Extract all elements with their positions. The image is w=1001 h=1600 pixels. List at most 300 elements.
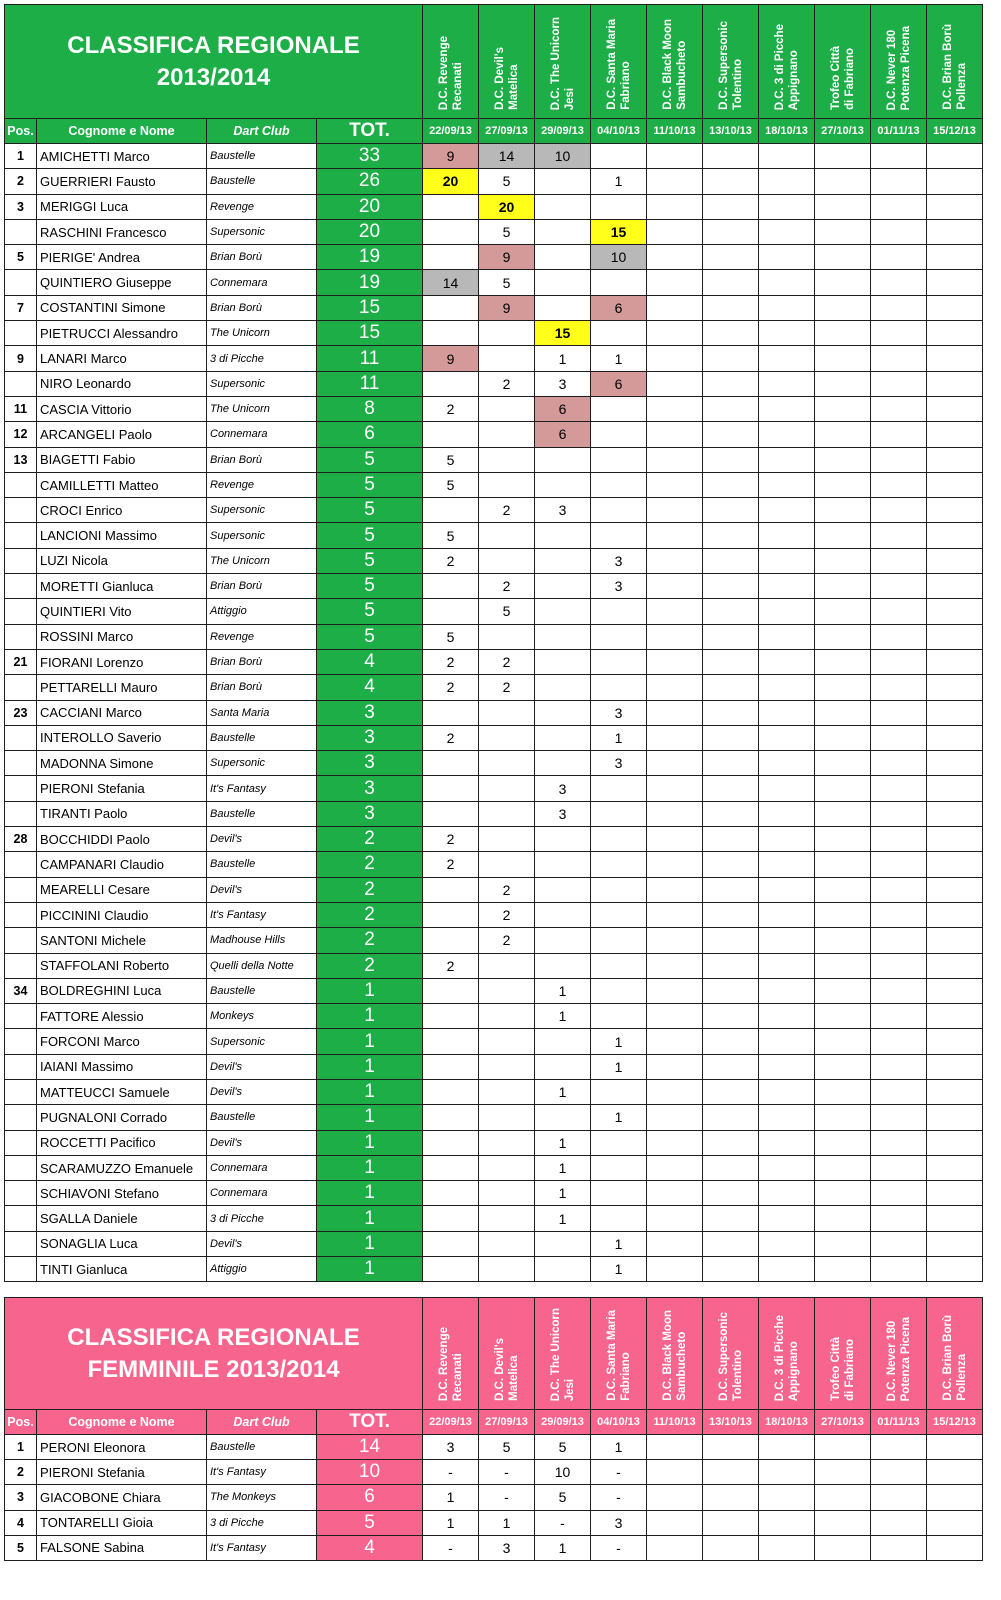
total-points: 1 — [317, 1257, 423, 1282]
date-header: 11/10/13 — [647, 119, 703, 144]
score-cell: - — [591, 1485, 647, 1510]
score-cell — [871, 295, 927, 320]
score-cell — [647, 953, 703, 978]
table-row — [5, 270, 983, 295]
score-cell: 2 — [479, 675, 535, 700]
score-cell — [591, 649, 647, 674]
score-cell — [815, 928, 871, 953]
position-cell — [5, 751, 37, 776]
total-points: 1 — [317, 1155, 423, 1180]
score-cell — [647, 827, 703, 852]
player-name: PETTARELLI Mauro — [37, 675, 207, 700]
score-cell — [815, 675, 871, 700]
score-cell: - — [479, 1485, 535, 1510]
score-cell — [815, 447, 871, 472]
player-name: SANTONI Michele — [37, 928, 207, 953]
position-cell: 9 — [5, 346, 37, 371]
score-cell — [647, 548, 703, 573]
score-cell — [479, 422, 535, 447]
score-cell — [591, 776, 647, 801]
player-name: IAIANI Massimo — [37, 1054, 207, 1079]
score-cell — [927, 1054, 983, 1079]
score-cell — [535, 1029, 591, 1054]
score-cell — [647, 624, 703, 649]
position-cell — [5, 1054, 37, 1079]
score-cell — [647, 472, 703, 497]
score-cell — [479, 321, 535, 346]
score-cell — [591, 624, 647, 649]
venue-header — [703, 1298, 759, 1410]
score-cell — [759, 245, 815, 270]
score-cell: 3 — [591, 700, 647, 725]
score-cell — [759, 270, 815, 295]
score-cell — [759, 295, 815, 320]
score-cell — [647, 649, 703, 674]
table-row — [5, 194, 983, 219]
score-cell: 1 — [535, 1079, 591, 1104]
venue-header — [479, 1298, 535, 1410]
score-cell — [479, 472, 535, 497]
position-cell: 7 — [5, 295, 37, 320]
score-cell: 3 — [591, 574, 647, 599]
score-cell — [871, 649, 927, 674]
score-cell: 5 — [423, 447, 479, 472]
dart-club: Supersonic — [207, 219, 317, 244]
score-cell: 1 — [423, 1510, 479, 1535]
date-header: 29/09/13 — [535, 1410, 591, 1435]
dart-club: Devil's — [207, 1079, 317, 1104]
score-cell — [423, 751, 479, 776]
player-name: MATTEUCCI Samuele — [37, 1079, 207, 1104]
score-cell — [479, 1257, 535, 1282]
score-cell — [815, 902, 871, 927]
score-cell — [423, 700, 479, 725]
score-cell — [871, 1054, 927, 1079]
table-row — [5, 1257, 983, 1282]
score-cell: - — [479, 1460, 535, 1485]
table-row — [5, 827, 983, 852]
date-header: 15/12/13 — [927, 119, 983, 144]
score-cell — [479, 801, 535, 826]
score-cell — [647, 396, 703, 421]
score-cell — [815, 1206, 871, 1231]
score-cell — [759, 624, 815, 649]
score-cell — [535, 472, 591, 497]
position-cell: 2 — [5, 1460, 37, 1485]
score-cell — [815, 624, 871, 649]
venue-label: D.C. Supersonic Tolentino — [717, 21, 744, 110]
dart-club: Quelli della Notte — [207, 953, 317, 978]
position-cell: 13 — [5, 447, 37, 472]
player-name: QUINTIERI Vito — [37, 599, 207, 624]
score-cell — [647, 219, 703, 244]
score-cell: 1 — [591, 169, 647, 194]
score-cell — [759, 649, 815, 674]
date-header: 27/09/13 — [479, 1410, 535, 1435]
total-points: 5 — [317, 472, 423, 497]
dart-club: 3 di Picche — [207, 1206, 317, 1231]
score-cell — [927, 1485, 983, 1510]
score-cell — [871, 928, 927, 953]
tot-header: TOT. — [317, 1410, 423, 1435]
score-cell — [815, 548, 871, 573]
score-cell — [535, 700, 591, 725]
total-points: 3 — [317, 751, 423, 776]
score-cell — [423, 295, 479, 320]
date-header: 04/10/13 — [591, 1410, 647, 1435]
score-cell — [815, 219, 871, 244]
score-cell — [423, 219, 479, 244]
score-cell — [591, 599, 647, 624]
dart-club: Supersonic — [207, 751, 317, 776]
score-cell — [703, 498, 759, 523]
score-cell — [423, 1155, 479, 1180]
score-cell — [647, 1079, 703, 1104]
score-cell — [759, 599, 815, 624]
score-cell: 5 — [423, 624, 479, 649]
position-cell — [5, 599, 37, 624]
score-cell — [759, 371, 815, 396]
player-name: PUGNALONI Corrado — [37, 1105, 207, 1130]
table-row — [5, 1155, 983, 1180]
score-cell: 2 — [423, 649, 479, 674]
player-name: CAMPANARI Claudio — [37, 852, 207, 877]
score-cell — [927, 270, 983, 295]
score-cell — [703, 700, 759, 725]
score-cell — [647, 1435, 703, 1460]
total-points: 1 — [317, 1105, 423, 1130]
score-cell — [927, 371, 983, 396]
table-row — [5, 1535, 983, 1560]
position-cell — [5, 574, 37, 599]
player-name: PICCININI Claudio — [37, 902, 207, 927]
score-cell — [703, 523, 759, 548]
score-cell — [423, 1079, 479, 1104]
score-cell — [647, 194, 703, 219]
score-cell — [591, 902, 647, 927]
score-cell: 5 — [479, 219, 535, 244]
score-cell — [927, 675, 983, 700]
score-cell — [815, 194, 871, 219]
score-cell — [535, 270, 591, 295]
date-header: 22/09/13 — [423, 119, 479, 144]
score-cell — [703, 447, 759, 472]
score-cell — [423, 371, 479, 396]
score-cell — [703, 1510, 759, 1535]
score-cell — [591, 1206, 647, 1231]
score-cell: 1 — [535, 978, 591, 1003]
score-cell — [871, 827, 927, 852]
score-cell: 5 — [423, 523, 479, 548]
dart-club: Supersonic — [207, 498, 317, 523]
score-cell — [591, 321, 647, 346]
score-cell — [423, 1231, 479, 1256]
venue-header — [759, 1298, 815, 1410]
total-points: 3 — [317, 801, 423, 826]
score-cell — [423, 1054, 479, 1079]
score-cell — [759, 852, 815, 877]
dart-club: Baustelle — [207, 725, 317, 750]
score-cell — [815, 472, 871, 497]
score-cell — [927, 498, 983, 523]
score-cell — [703, 321, 759, 346]
score-cell — [647, 725, 703, 750]
score-cell — [927, 422, 983, 447]
score-cell — [647, 978, 703, 1003]
venue-header — [927, 1298, 983, 1410]
score-cell — [647, 1485, 703, 1510]
score-cell — [535, 523, 591, 548]
score-cell — [647, 599, 703, 624]
score-cell — [423, 801, 479, 826]
position-cell — [5, 1206, 37, 1231]
score-cell — [703, 827, 759, 852]
venue-label: D.C. Revenge Recanati — [437, 35, 464, 110]
dart-club: Brian Borù — [207, 447, 317, 472]
score-cell — [591, 953, 647, 978]
score-cell: 1 — [535, 346, 591, 371]
total-points: 19 — [317, 270, 423, 295]
score-cell — [871, 422, 927, 447]
score-cell — [423, 1206, 479, 1231]
score-cell — [479, 852, 535, 877]
table-row — [5, 245, 983, 270]
venue-label: D.C. Never 180 Potenza Picena — [885, 1316, 912, 1401]
score-cell — [815, 953, 871, 978]
score-cell — [815, 144, 871, 169]
score-cell — [871, 1004, 927, 1029]
score-cell — [927, 194, 983, 219]
score-cell — [927, 321, 983, 346]
venue-label: D.C. Black Moon Sambucheto — [661, 19, 688, 110]
dart-club: Supersonic — [207, 523, 317, 548]
position-cell: 23 — [5, 700, 37, 725]
player-name: BIAGETTI Fabio — [37, 447, 207, 472]
score-cell — [815, 523, 871, 548]
dart-club: Revenge — [207, 624, 317, 649]
score-cell — [535, 877, 591, 902]
score-cell — [871, 978, 927, 1003]
score-cell — [591, 1181, 647, 1206]
total-points: 20 — [317, 194, 423, 219]
score-cell — [871, 852, 927, 877]
score-cell: 2 — [479, 574, 535, 599]
date-header: 15/12/13 — [927, 1410, 983, 1435]
dart-club: Connemara — [207, 270, 317, 295]
player-name: INTEROLLO Saverio — [37, 725, 207, 750]
total-points: 10 — [317, 1460, 423, 1485]
pos-header: Pos. — [5, 1410, 37, 1435]
score-cell — [927, 776, 983, 801]
score-cell — [871, 346, 927, 371]
total-points: 1 — [317, 1231, 423, 1256]
dart-club: Revenge — [207, 194, 317, 219]
score-cell — [423, 1004, 479, 1029]
score-cell — [479, 1029, 535, 1054]
table-row — [5, 1485, 983, 1510]
score-cell: 2 — [479, 902, 535, 927]
player-name: ROSSINI Marco — [37, 624, 207, 649]
score-cell — [423, 877, 479, 902]
score-cell — [647, 498, 703, 523]
dart-club: Attiggio — [207, 1257, 317, 1282]
dart-club: Devil's — [207, 877, 317, 902]
venue-header — [591, 5, 647, 119]
position-cell: 1 — [5, 144, 37, 169]
score-cell — [703, 902, 759, 927]
score-cell — [815, 498, 871, 523]
score-cell — [591, 194, 647, 219]
score-cell: 1 — [535, 1004, 591, 1029]
score-cell — [647, 574, 703, 599]
score-cell — [815, 1105, 871, 1130]
score-cell: 2 — [479, 371, 535, 396]
score-cell — [871, 624, 927, 649]
score-cell — [591, 852, 647, 877]
dart-club: Baustelle — [207, 169, 317, 194]
score-cell — [927, 1155, 983, 1180]
score-cell — [423, 498, 479, 523]
venue-label: D.C. Devil's Matelica — [493, 47, 520, 110]
venue-header — [871, 5, 927, 119]
score-cell: 1 — [535, 1130, 591, 1155]
player-name: RASCHINI Francesco — [37, 219, 207, 244]
score-cell: 5 — [479, 1435, 535, 1460]
player-name: SGALLA Daniele — [37, 1206, 207, 1231]
score-cell: 1 — [479, 1510, 535, 1535]
score-cell — [647, 1029, 703, 1054]
score-cell: 3 — [479, 1535, 535, 1560]
dart-club: Brian Borù — [207, 574, 317, 599]
dart-club: It's Fantasy — [207, 1535, 317, 1560]
score-cell — [759, 396, 815, 421]
position-cell — [5, 371, 37, 396]
score-cell — [423, 928, 479, 953]
score-cell: 5 — [479, 169, 535, 194]
table-row — [5, 346, 983, 371]
score-cell — [815, 978, 871, 1003]
date-header: 22/09/13 — [423, 1410, 479, 1435]
score-cell — [703, 219, 759, 244]
score-cell: 1 — [591, 1105, 647, 1130]
position-cell: 12 — [5, 422, 37, 447]
table-row — [5, 751, 983, 776]
score-cell: 1 — [591, 725, 647, 750]
player-name: SCARAMUZZO Emanuele — [37, 1155, 207, 1180]
score-cell: 20 — [423, 169, 479, 194]
score-cell: 2 — [423, 675, 479, 700]
score-cell: - — [591, 1460, 647, 1485]
score-cell — [815, 599, 871, 624]
position-cell — [5, 270, 37, 295]
table-row — [5, 422, 983, 447]
score-cell: 5 — [423, 472, 479, 497]
venue-header — [647, 1298, 703, 1410]
score-cell: 2 — [423, 548, 479, 573]
table-row — [5, 371, 983, 396]
tot-header: TOT. — [317, 119, 423, 144]
table-row — [5, 978, 983, 1003]
score-cell — [815, 751, 871, 776]
score-cell — [927, 852, 983, 877]
score-cell — [647, 700, 703, 725]
title-line-1: CLASSIFICA REGIONALE — [67, 1323, 360, 1351]
position-cell — [5, 1130, 37, 1155]
score-cell — [871, 194, 927, 219]
score-cell — [647, 245, 703, 270]
score-cell — [647, 447, 703, 472]
total-points: 19 — [317, 245, 423, 270]
score-cell — [759, 1257, 815, 1282]
player-name: PIETRUCCI Alessandro — [37, 321, 207, 346]
score-cell — [647, 801, 703, 826]
venue-label: D.C. Devil's Matelica — [493, 1338, 520, 1401]
date-header: 04/10/13 — [591, 119, 647, 144]
position-cell — [5, 1257, 37, 1282]
score-cell — [759, 1181, 815, 1206]
score-cell — [535, 219, 591, 244]
score-cell — [703, 852, 759, 877]
score-cell — [759, 928, 815, 953]
score-cell: 15 — [591, 219, 647, 244]
score-cell — [647, 1510, 703, 1535]
score-cell — [703, 169, 759, 194]
score-cell — [871, 953, 927, 978]
score-cell — [479, 700, 535, 725]
table-row — [5, 1029, 983, 1054]
score-cell — [423, 422, 479, 447]
score-cell — [871, 1181, 927, 1206]
score-cell — [927, 1181, 983, 1206]
score-cell — [815, 1155, 871, 1180]
score-cell: 2 — [479, 877, 535, 902]
table-row — [5, 877, 983, 902]
table-row — [5, 1105, 983, 1130]
score-cell — [535, 574, 591, 599]
score-cell — [759, 1155, 815, 1180]
venue-label: D.C. Brian Borù Pollenza — [941, 1315, 968, 1401]
dart-club: Baustelle — [207, 1435, 317, 1460]
score-cell: 3 — [591, 751, 647, 776]
total-points: 2 — [317, 827, 423, 852]
date-header: 27/10/13 — [815, 1410, 871, 1435]
score-cell: 5 — [479, 270, 535, 295]
table-row — [5, 295, 983, 320]
venue-header — [927, 5, 983, 119]
score-cell — [647, 1054, 703, 1079]
dart-club: Connemara — [207, 422, 317, 447]
score-cell — [703, 928, 759, 953]
venue-label: D.C. Santa Maria Fabriano — [605, 19, 632, 110]
score-cell — [871, 371, 927, 396]
table-row — [5, 1079, 983, 1104]
score-cell — [479, 1054, 535, 1079]
score-cell — [815, 1435, 871, 1460]
score-cell: 14 — [479, 144, 535, 169]
score-cell — [647, 295, 703, 320]
venue-label: D.C. Brian Borù Pollenza — [941, 24, 968, 110]
score-cell — [703, 422, 759, 447]
dart-club: Brian Borù — [207, 649, 317, 674]
player-name: AMICHETTI Marco — [37, 144, 207, 169]
table-row — [5, 902, 983, 927]
dart-club: It's Fantasy — [207, 902, 317, 927]
score-cell: 2 — [423, 725, 479, 750]
venue-label: D.C. Black Moon Sambucheto — [661, 1310, 688, 1401]
score-cell — [815, 422, 871, 447]
total-points: 4 — [317, 675, 423, 700]
score-cell — [815, 852, 871, 877]
